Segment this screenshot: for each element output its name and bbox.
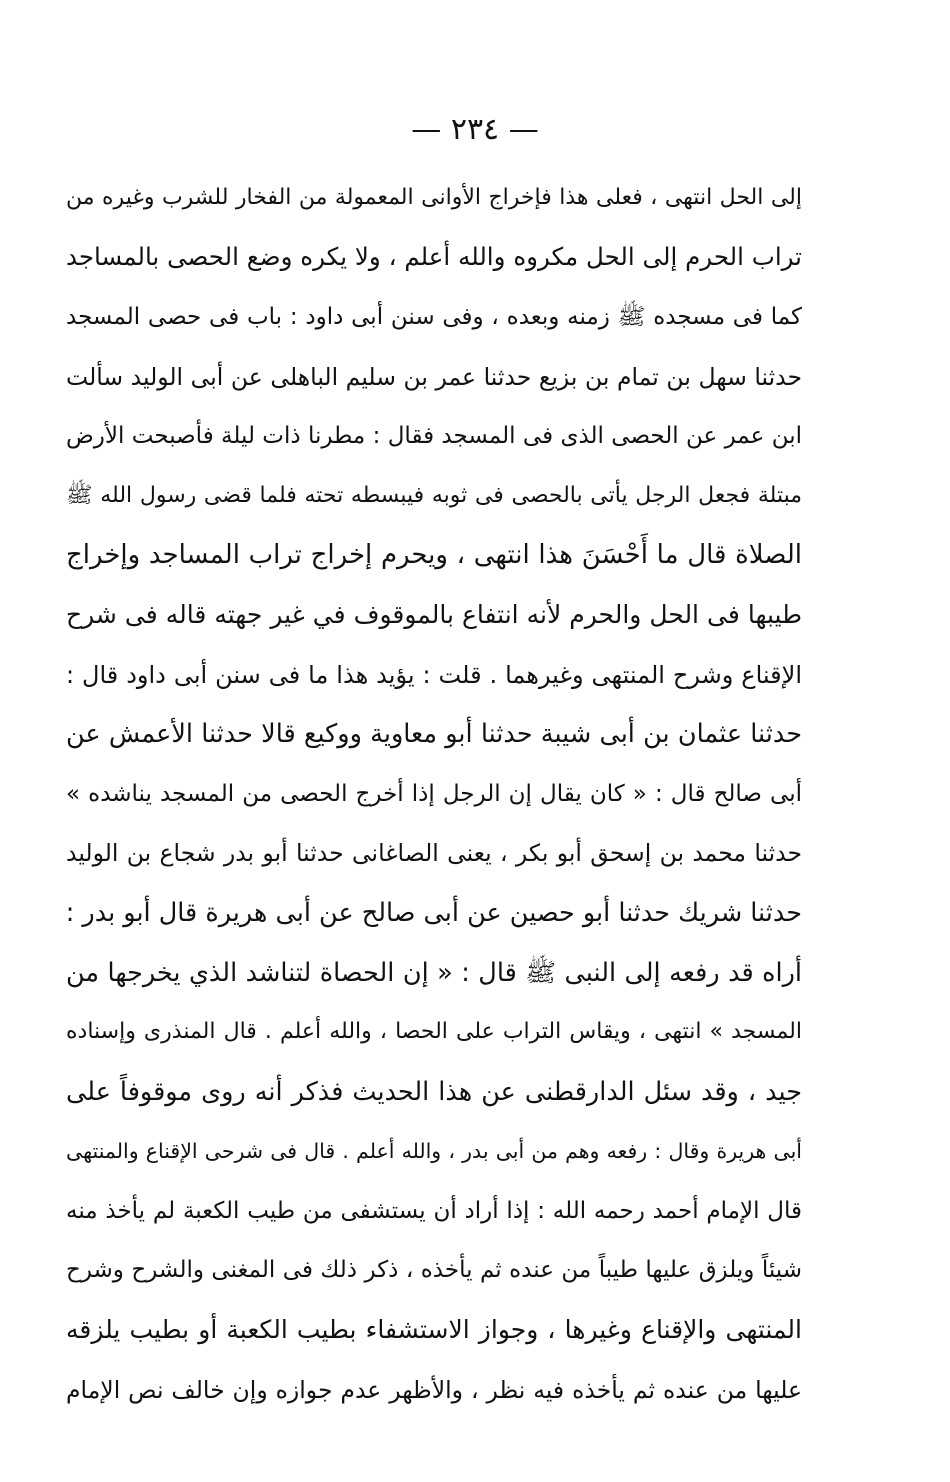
- text-line: [66, 228, 802, 288]
- text-line-content: أبى صالح قال : « كان يقال إن الرجل إذا أخرج الحصى من المسجد يناشده »: [66, 780, 802, 807]
- text-line-content: المنتهى والإقناع وغيرها ، وجواز الاستشفاء بطيب الكعبة أو بطيب يلزقه: [66, 1315, 802, 1345]
- text-line-content: الصلاة قال ما أَحْسَنَ هذا انتهى ، ويحرم إخراج تراب المساجد وإخراج: [66, 540, 802, 571]
- text-line-content: تراب الحرم إلى الحل مكروه والله أعلم ، ولا يكره وضع الحصى بالمساجد: [66, 242, 802, 272]
- text-line-content: مبتلة فجعل الرجل يأتى بالحصى فى ثوبه فيبسطه تحته فلما قضى رسول الله ﷺ: [66, 482, 802, 508]
- text-line: [66, 824, 802, 884]
- text-line: [66, 1181, 802, 1241]
- page-number: — ٢٣٤ —: [411, 112, 539, 147]
- text-line: [66, 883, 802, 943]
- text-line-content: ابن عمر عن الحصى الذى فى المسجد فقال : مطرنا ذات ليلة فأصبحت الأرض: [66, 423, 802, 450]
- text-line: [66, 168, 802, 228]
- text-line-content: كما فى مسجده ﷺ زمنه وبعده ، وفى سنن أبى داود : باب فى حصى المسجد: [66, 303, 802, 330]
- text-line-content: عليها من عنده ثم يأخذه فيه نظر ، والأظهر عدم جوازه وإن خالف نص الإمام: [66, 1375, 802, 1404]
- text-line-content: المسجد » انتهى ، ويقاس التراب على الحصا ، والله أعلم . قال المنذرى وإسناده: [66, 1019, 802, 1045]
- text-line-content: حدثنا عثمان بن أبى شيبة حدثنا أبو معاوية ووكيع قالا حدثنا الأعمش عن: [66, 719, 802, 750]
- text-line: [66, 645, 802, 705]
- text-line: [66, 1300, 802, 1360]
- text-line: [66, 1062, 802, 1122]
- body-text: [66, 168, 802, 1419]
- text-line: [66, 585, 802, 645]
- text-line: [66, 704, 802, 764]
- text-line: [66, 1360, 802, 1420]
- text-line-content: الإقناع وشرح المنتهى وغيرهما . قلت : يؤيد هذا ما فى سنن أبى داود قال :: [66, 660, 802, 689]
- text-line: [66, 943, 802, 1003]
- text-line: [66, 1002, 802, 1062]
- text-line: [66, 526, 802, 586]
- text-line: [66, 287, 802, 347]
- text-line: [66, 1122, 802, 1182]
- text-line-content: شيئاً ويلزق عليها طيباً من عنده ثم يأخذه ، ذكر ذلك فى المغنى والشرح وشرح: [66, 1257, 802, 1284]
- text-line: [66, 1241, 802, 1301]
- text-line-content: جيد ، وقد سئل الدارقطنى عن هذا الحديث فذكر أنه روى موقوفاً على: [66, 1076, 802, 1107]
- text-line: [66, 347, 802, 407]
- text-line-content: طيبها فى الحل والحرم لأنه انتفاع بالموقوف في غير جهته قاله فى شرح: [66, 599, 802, 629]
- text-line-content: حدثنا شريك حدثنا أبو حصين عن أبى صالح عن أبى هريرة قال أبو بدر :: [66, 897, 802, 928]
- text-line-content: إلى الحل انتهى ، فعلى هذا فإخراج الأوانى المعمولة من الفخار للشرب وغيره من: [66, 184, 802, 210]
- text-line-content: أبى هريرة وقال : رفعه وهم من أبى بدر ، والله أعلم . قال فى شرحى الإقناع والمنتهى: [66, 1139, 802, 1164]
- text-line: [66, 466, 802, 526]
- text-line: [66, 764, 802, 824]
- text-line: [66, 406, 802, 466]
- text-line-content: حدثنا محمد بن إسحق أبو بكر ، يعنى الصاغانى حدثنا أبو بدر شجاع بن الوليد: [66, 839, 802, 868]
- text-line-content: قال الإمام أحمد رحمه الله : إذا أراد أن يستشفى من طيب الكعبة لم يأخذ منه: [66, 1197, 802, 1224]
- text-line-content: أراه قد رفعه إلى النبى ﷺ قال : « إن الحصاة لتناشد الذي يخرجها من: [66, 957, 802, 988]
- text-line-content: حدثنا سهل بن تمام بن بزيع حدثنا عمر بن سليم الباهلى عن أبى الوليد سألت: [66, 362, 802, 391]
